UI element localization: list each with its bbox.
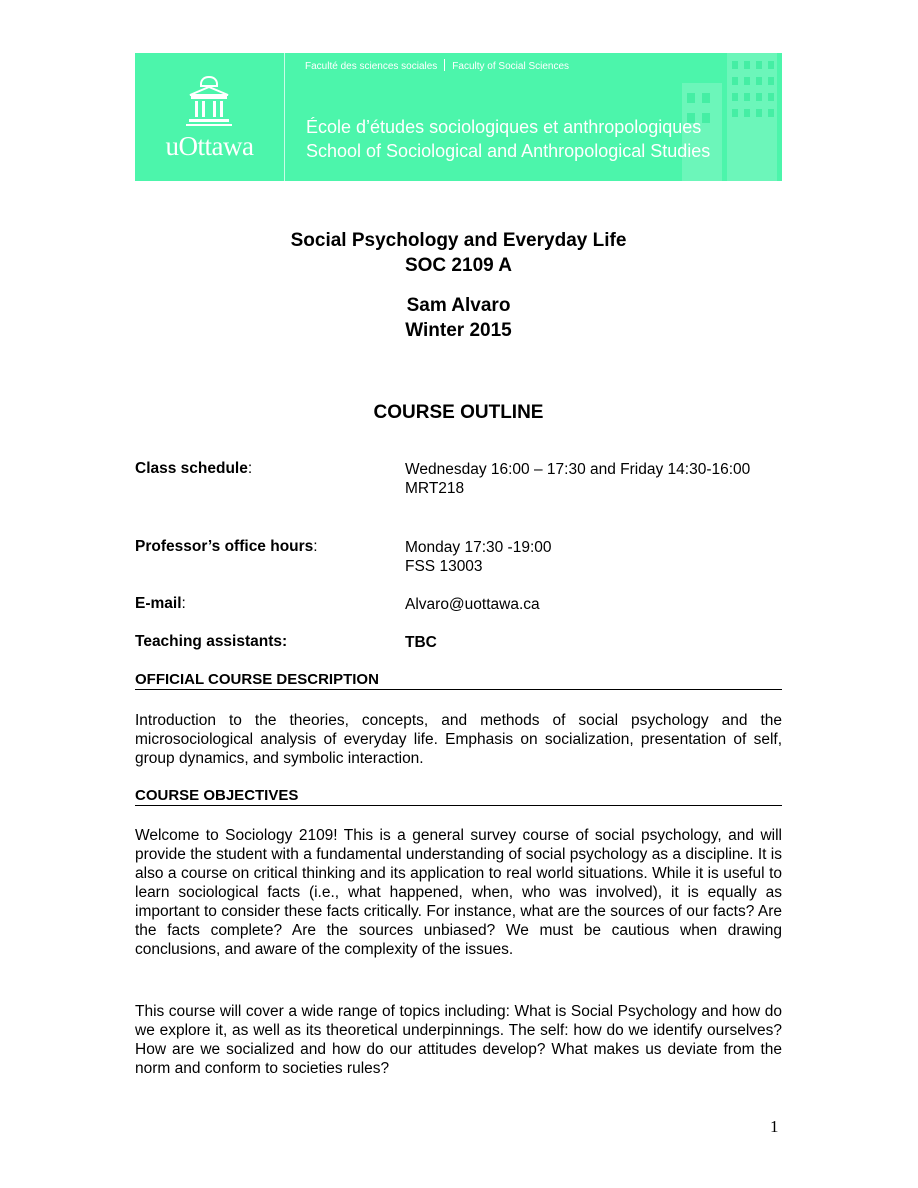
logo-panel <box>135 53 285 181</box>
course-code: SOC 2109 A <box>404 255 512 276</box>
school-name-en: School of Sociological and Anthropological Studies <box>306 141 711 161</box>
faculty-name-fr: Faculté des sciences sociales <box>305 61 438 72</box>
email-value[interactable]: Alvaro@uottawa.ca <box>405 596 540 613</box>
email-label <box>135 595 186 613</box>
office-hours-colon: : <box>313 538 318 555</box>
ta-label: Teaching assistants: <box>135 633 288 650</box>
header-banner <box>135 53 782 181</box>
office-hours-label <box>135 538 318 556</box>
schedule-value <box>405 460 750 498</box>
ta-value: TBC <box>405 634 437 651</box>
schedule-room: MRT218 <box>405 480 465 497</box>
schedule-time: Wednesday 16:00 – 17:30 and Friday 14:30-16:00 <box>405 461 751 478</box>
email-label-text: E-mail <box>135 595 182 612</box>
office-hours-label-text: Professor’s office hours <box>135 538 314 555</box>
description-text: Introduction to the theories, concepts, and methods of social psychology and the microsociological analysis of everyday life. Emphasis on socialization, presentation of self, group dynamics, and symbolic interaction. <box>135 712 782 767</box>
schedule-label <box>135 460 252 478</box>
objectives-paragraph-2: This course will cover a wide range of topics including: What is Social Psychology and how do we explore it, as well as its theoretical underpinnings. The self: how do we identify ourselves? How are we socialized and how do our attitudes develop? What makes us deviate from the norm and conform to societies rules? <box>135 1003 782 1077</box>
office-hours-value <box>405 538 552 576</box>
objectives-paragraph-1: Welcome to Sociology 2109! This is a general survey course of social psychology, and will provide the student with a fundamental understanding of social psychology as a discipline. It is also a course on critical thinking and its application to real world situations. While it is useful to learn sociological facts (i.e., what happened, when, who was involved), it is equally as important to consider these facts critically. For instance, what are the sources of our facts? Are the facts complete? Are the sources unbiased? We must be cautious when drawing conclusions, and aware of the complexity of the issues. <box>135 827 782 958</box>
faculty-name <box>305 59 569 72</box>
course-term: Winter 2015 <box>405 320 512 341</box>
email-colon: : <box>181 595 186 612</box>
uottawa-building-icon <box>185 75 233 127</box>
schedule-label-text: Class schedule <box>135 460 248 477</box>
description-heading: OFFICIAL COURSE DESCRIPTION <box>135 671 782 690</box>
office-room: FSS 13003 <box>405 558 483 575</box>
course-title: Social Psychology and Everyday Life <box>290 230 627 251</box>
uottawa-wordmark: uOttawa <box>165 131 254 161</box>
page-number: 1 <box>770 1117 779 1136</box>
school-name-fr: École d’études sociologiques et anthropologiques <box>306 117 702 137</box>
faculty-divider <box>444 59 445 71</box>
page-title: COURSE OUTLINE <box>373 402 544 423</box>
objectives-heading: COURSE OBJECTIVES <box>135 787 782 806</box>
schedule-colon: : <box>247 460 253 477</box>
faculty-name-en: Faculty of Social Sciences <box>452 61 570 72</box>
instructor-name: Sam Alvaro <box>406 295 511 316</box>
office-hours-time: Monday 17:30 -19:00 <box>405 539 552 556</box>
